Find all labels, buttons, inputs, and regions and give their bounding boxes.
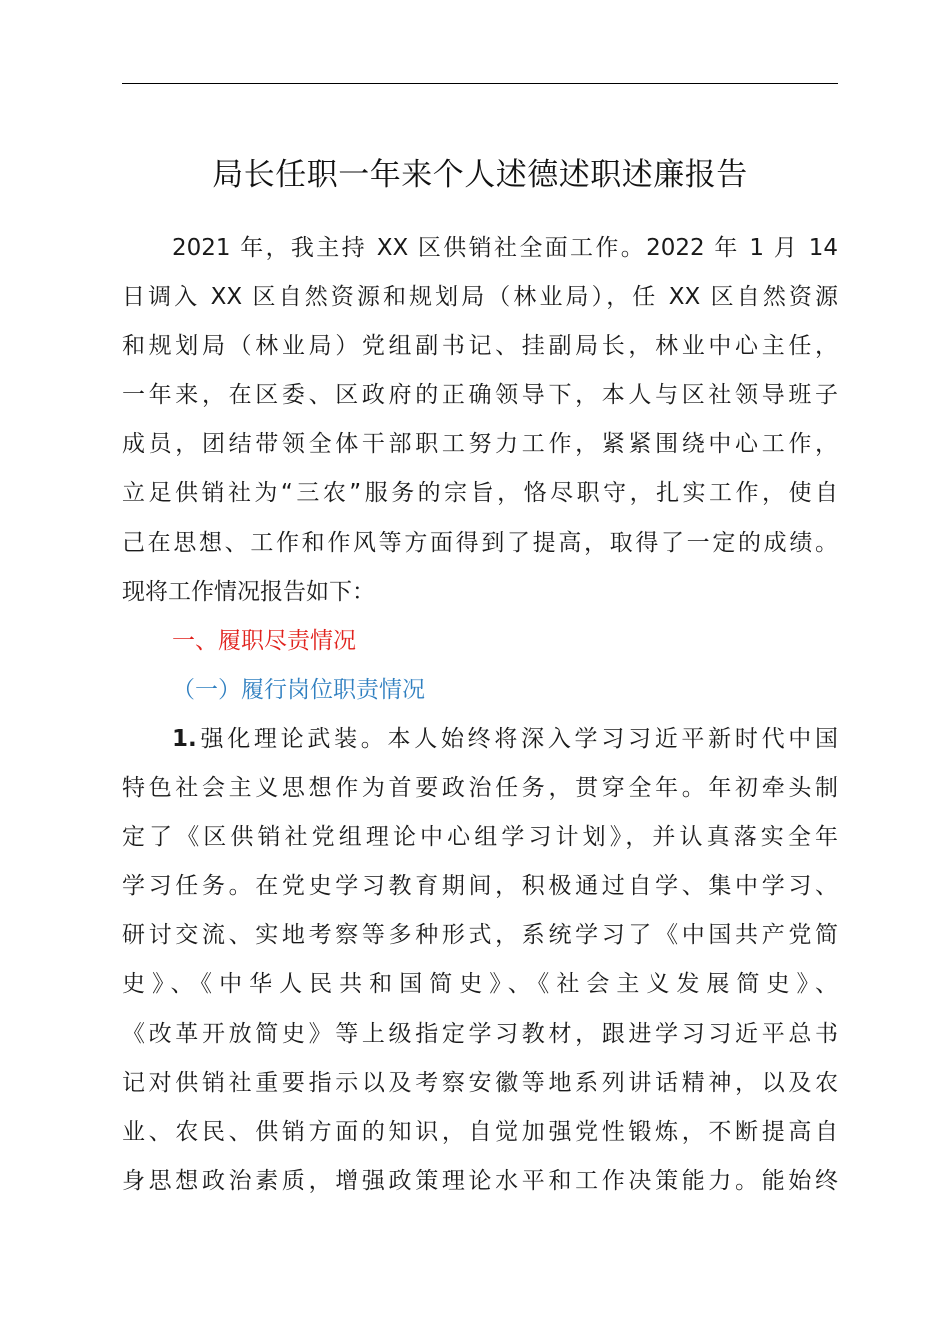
item-line: 研讨交流、实地考察等多种形式，系统学习了《中国共产党简 [122,922,838,949]
item-line: 《改革开放简史》等上级指定学习教材，跟进学习习近平总书 [122,1020,838,1047]
intro-line: 一年来，在区委、区政府的正确领导下，本人与区社领导班子 [122,382,838,409]
section-heading: 一、履职尽责情况 [172,627,356,654]
intro-line: 己在思想、工作和作风等方面得到了提高，取得了一定的成绩。 [122,529,838,556]
intro-line: 2021 年，我主持 XX 区供销社全面工作。2022 年 1 月 14 [172,235,838,261]
header-rule [122,83,838,84]
intro-line: 日调入 XX 区自然资源和规划局（林业局），任 XX 区自然资源 [122,284,838,311]
intro-line: 成员，团结带领全体干部职工努力工作，紧紧围绕中心工作， [122,431,838,458]
item-line: 学习任务。在党史学习教育期间，积极通过自学、集中学习、 [122,873,838,900]
intro-line: 立足供销社为“三农”服务的宗旨，恪尽职守，扎实工作，使自 [122,480,838,507]
item-line: 定了《区供销社党组理论中心组学习计划》，并认真落实全年 [122,824,838,851]
intro-line: 现将工作情况报告如下： [122,578,375,605]
item-number: 1. [172,725,197,752]
item-line: 身思想政治素质，增强政策理论水平和工作决策能力。能始终 [122,1167,838,1194]
document-body [122,224,838,1206]
item-line: 史》、《中华人民共和国简史》、《社会主义发展简史》、 [122,971,838,998]
item-first-line-text: 强化理论武装。本人始终将深入学习习近平新时代中国 [196,725,838,752]
item-first-line [122,715,838,764]
intro-line: 和规划局（林业局）党组副书记、挂副局长，林业中心主任， [122,333,838,360]
item-line: 记对供销社重要指示以及考察安徽等地系列讲话精神，以及农 [122,1069,838,1096]
document-title: 局长任职一年来个人述德述职述廉报告 [212,157,748,193]
item-line: 业、农民、供销方面的知识，自觉加强党性锻炼，不断提高自 [122,1118,838,1145]
item-line: 特色社会主义思想作为首要政治任务，贯穿全年。年初牵头制 [122,775,838,802]
subsection-heading: （一）履行岗位职责情况 [172,676,425,703]
